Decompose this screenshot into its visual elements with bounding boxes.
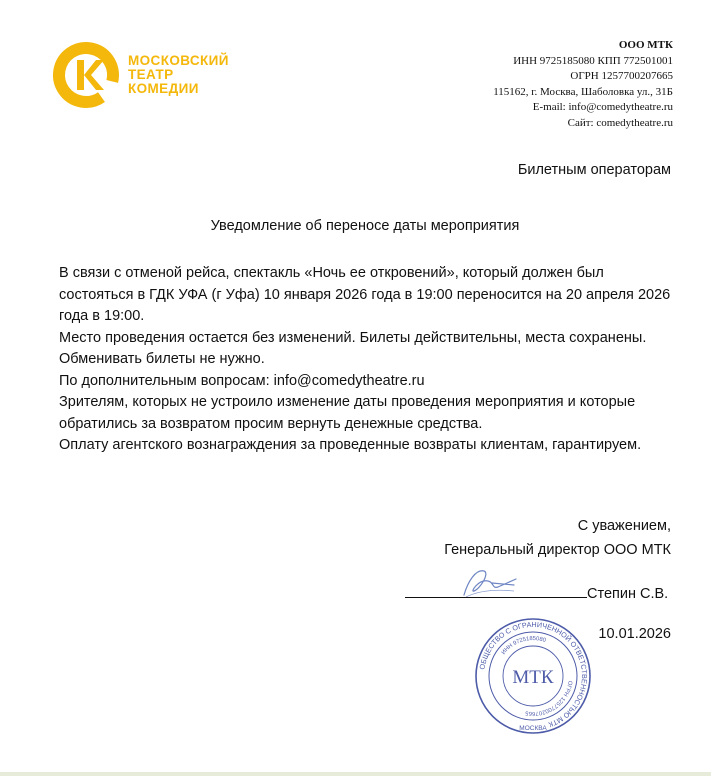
stamp-center-text: МТК	[512, 667, 554, 688]
requisite-inn: ИНН 9725185080 КПП 772501001	[513, 54, 673, 67]
body-paragraph: Место проведения остается без изменений. Билеты действительны, места сохранены. Обменивать билеты не нужно.	[59, 329, 647, 367]
requisite-address: 115162, г. Москва, Шаболовка ул., 31Б	[493, 85, 673, 98]
theatre-logo	[50, 39, 240, 111]
signature-blank	[405, 583, 587, 598]
stamp-inn-text: ИНН 9725185080	[500, 635, 547, 657]
body-paragraph: В связи с отменой рейса, спектакль «Ночь ее откровений», который должен был состояться в ГДК УФА (г Уфа) 10 января 2026 года в 19:00 переносится на 20 апреля 2026 года в 19:00.	[59, 265, 671, 324]
requisite-email: E-mail: info@comedytheatre.ru	[532, 101, 673, 113]
requisite-ogrn: ОГРН 1257700207665	[570, 70, 673, 82]
signer-name: Степин С.В.	[587, 586, 669, 602]
stamp-outer-text: ОБЩЕСТВО С ОГРАНИЧЕННОЙ ОТВЕТСТВЕННОСТЬЮ МТК	[477, 619, 590, 730]
body-paragraph: По дополнительным вопросам: info@comedytheatre.ru	[59, 372, 425, 389]
closing-regards: С уважением,	[577, 518, 671, 534]
logo-line: МОСКОВСКИЙ	[128, 53, 229, 68]
logo-k-mark-icon	[50, 39, 122, 111]
logo-line: ТЕАТР	[128, 67, 174, 82]
company-requisites	[493, 38, 673, 131]
body-paragraph: Зрителям, которых не устроило изменение даты проведения мероприятия и которые обратились за возвратом просим вернуть денежные средства.	[59, 394, 636, 432]
stamp-ogrn-text: ОГРН 1257700207665	[524, 680, 573, 717]
body-paragraph: Оплату агентского вознаграждения за проведенные возвраты клиентам, гарантируем.	[59, 437, 642, 453]
signature-line	[405, 583, 668, 602]
company-stamp	[474, 617, 592, 735]
letter-closing	[444, 514, 671, 562]
logo-line: КОМЕДИИ	[128, 81, 199, 96]
requisite-site: Сайт: comedytheatre.ru	[567, 116, 673, 129]
letter-heading: Уведомление об переносе даты мероприятия	[210, 218, 520, 234]
letter-recipient: Билетным операторам	[517, 162, 671, 178]
logo-wordmark	[128, 54, 229, 96]
page-bottom-strip	[0, 772, 711, 776]
closing-position: Генеральный директор ООО МТК	[444, 542, 671, 558]
stamp-city-text: МОСКВА	[519, 725, 547, 732]
letter-body	[59, 263, 679, 457]
letter-date: 10.01.2026	[598, 626, 671, 642]
company-name: ООО МТК	[618, 39, 673, 51]
